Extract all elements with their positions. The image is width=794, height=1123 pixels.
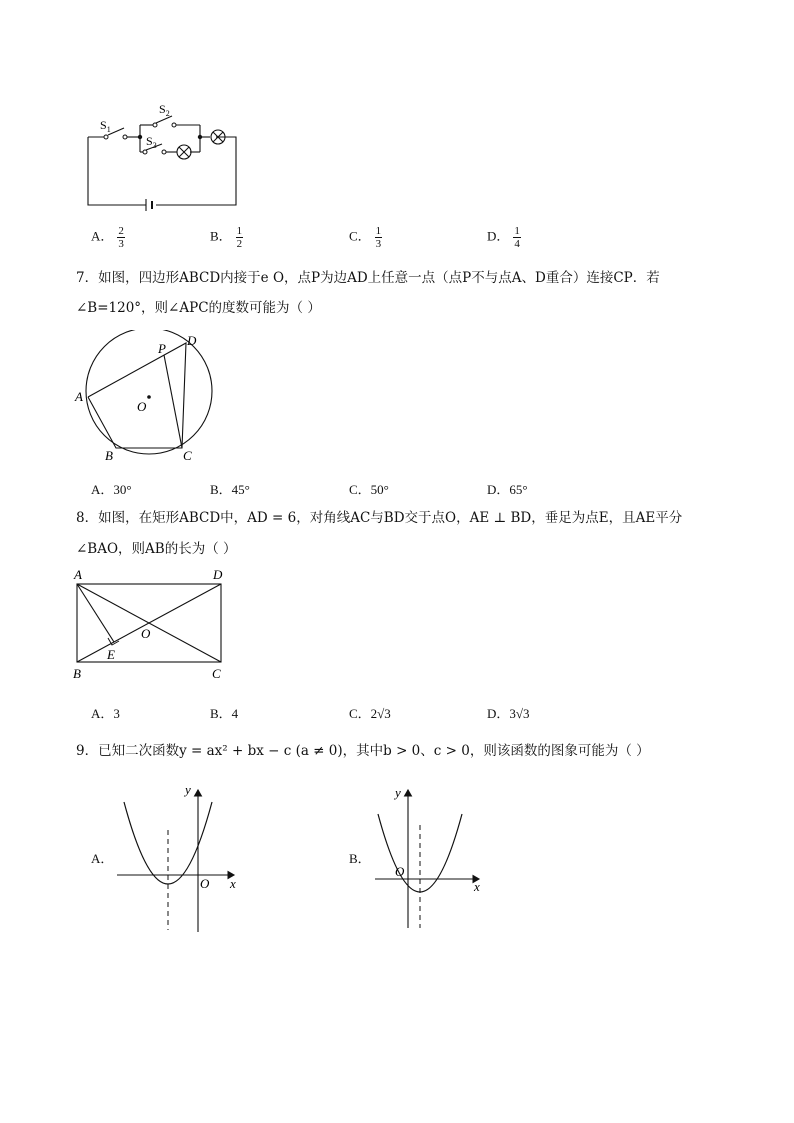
q7-circle-figure (72, 330, 222, 465)
circuit-diagram (80, 95, 250, 215)
q8-option-d: D．3√3 (487, 706, 530, 721)
q7-label-c: C (183, 448, 192, 463)
q9-graph-a-x-label: x (230, 876, 236, 891)
q7-option-c: C．50° (349, 482, 389, 497)
switch-s3-label: $S_3$ (146, 134, 157, 150)
q6-option-d: D． $\frac{1}{4}$ (487, 225, 520, 250)
q7-question-line1: 7．如图，四边形ABCD内接于e O，点P为边AD上任意一点（点P不与点A、D重合）连接CP．若 (76, 270, 660, 286)
switch-s2-label: $S_2$ (159, 102, 170, 118)
q6-option-c: C． $\frac{1}{3}$ (349, 225, 382, 250)
q9-option-a-label: A． (91, 851, 114, 866)
q8-label-o: O (141, 626, 151, 641)
q6-option-b: B． $\frac{1}{2}$ (210, 225, 243, 250)
q9-graph-b-x-label: x (474, 879, 480, 894)
q9-option-b-label: B． (349, 851, 371, 866)
q9-graph-a-origin-label: O (200, 876, 210, 891)
q7-option-d: D．65° (487, 482, 528, 497)
q9-question-line1: 9．已知二次函数y = ax² + bx − c (a ≠ 0)，其中b > 0、c > 0，则该函数的图象可能为（ ） (76, 743, 650, 759)
q8-label-d: D (213, 567, 223, 582)
q7-label-d: D (187, 333, 197, 348)
q9-graph-a (112, 780, 247, 935)
q9-graph-b-origin-label: O (395, 864, 405, 879)
q8-option-b: B．4 (210, 706, 239, 721)
q9-graph-a-y-label: y (185, 782, 191, 797)
q8-label-c: C (212, 666, 221, 681)
q8-option-c: C．2√3 (349, 706, 391, 721)
q8-label-e: E (107, 647, 115, 662)
q8-question-line1: 8．如图，在矩形ABCD中，AD = 6，对角线AC与BD交于点O，AE ⊥ BD，垂足为点E，且AE平分 (76, 510, 683, 526)
switch-s1-label: $S_1$ (100, 118, 111, 134)
q6-option-a: A． $\frac{2}{3}$ (91, 225, 124, 250)
q8-label-b: B (73, 666, 81, 681)
q7-option-b: B．45° (210, 482, 250, 497)
q7-question-line2: ∠B=120°，则∠APC的度数可能为（ ） (76, 300, 321, 316)
q7-option-a: A．30° (91, 482, 132, 497)
q8-label-a: A (74, 567, 82, 582)
q9-graph-b-y-label: y (395, 785, 401, 800)
q7-label-p: P (158, 341, 166, 356)
q8-option-a: A．3 (91, 706, 120, 721)
q7-label-a: A (75, 389, 83, 404)
q9-graph-b (370, 780, 490, 930)
q7-label-o: O (137, 399, 147, 414)
q8-question-line2: ∠BAO，则AB的长为（ ） (76, 541, 237, 557)
q7-label-b: B (105, 448, 113, 463)
q8-rectangle-figure (70, 566, 235, 684)
